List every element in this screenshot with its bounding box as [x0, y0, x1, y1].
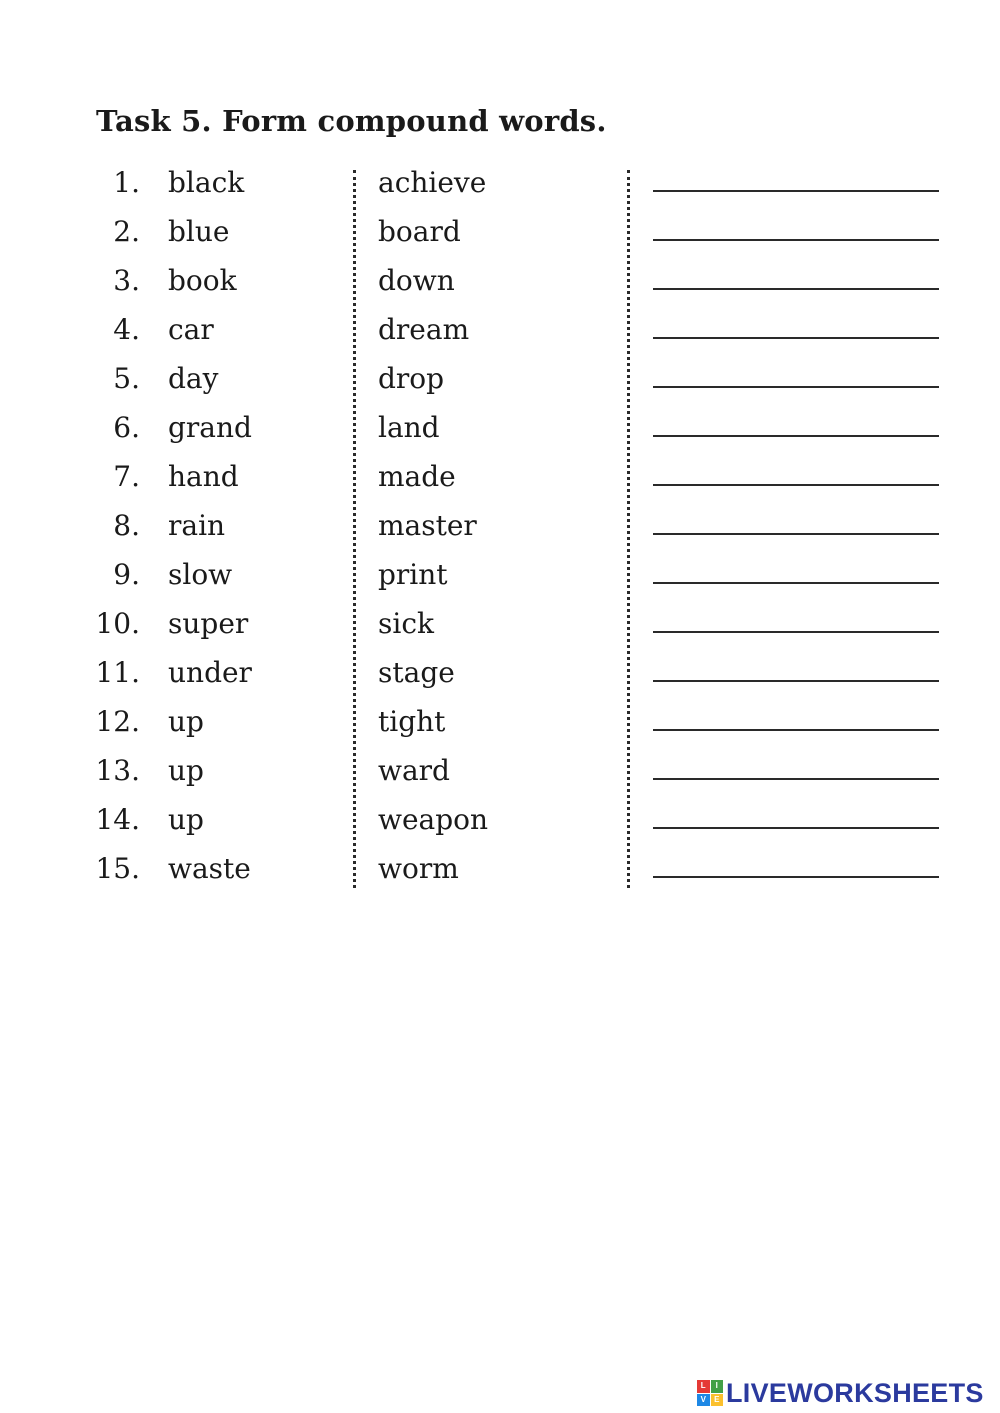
first-word: book: [168, 264, 237, 297]
answer-line[interactable]: [653, 729, 939, 731]
liveworksheets-branding[interactable]: [697, 1378, 984, 1408]
answer-line[interactable]: [653, 337, 939, 339]
list-item: [0, 307, 1000, 356]
answer-line[interactable]: [653, 680, 939, 682]
second-word: board: [378, 215, 461, 248]
answer-line[interactable]: [653, 582, 939, 584]
answer-line[interactable]: [653, 631, 939, 633]
second-word: master: [378, 509, 477, 542]
list-item: [0, 650, 1000, 699]
first-word: slow: [168, 558, 233, 591]
answer-line[interactable]: [653, 386, 939, 388]
answer-line[interactable]: [653, 190, 939, 192]
item-number: 14.: [95, 803, 140, 836]
list-item: [0, 699, 1000, 748]
item-number: 8.: [113, 509, 140, 542]
brand-text: LIVEWORKSHEETS: [726, 1377, 984, 1408]
list-item: [0, 748, 1000, 797]
second-word: drop: [378, 362, 445, 395]
first-word: up: [168, 803, 204, 836]
first-word: up: [168, 754, 204, 787]
page-title: Task 5. Form compound words.: [96, 104, 607, 138]
answer-line[interactable]: [653, 239, 939, 241]
logo-square: L: [697, 1380, 710, 1393]
first-word: super: [168, 607, 249, 640]
answer-line[interactable]: [653, 435, 939, 437]
list-item: [0, 601, 1000, 650]
list-item: [0, 405, 1000, 454]
second-word: ward: [378, 754, 450, 787]
item-number: 7.: [113, 460, 140, 493]
first-word: waste: [168, 852, 251, 885]
second-word: sick: [378, 607, 434, 640]
list-item: [0, 846, 1000, 895]
first-word: rain: [168, 509, 226, 542]
logo-square: I: [711, 1380, 724, 1393]
second-word: achieve: [378, 166, 487, 199]
second-word: weapon: [378, 803, 489, 836]
list-item: [0, 258, 1000, 307]
first-word: car: [168, 313, 214, 346]
second-word: land: [378, 411, 440, 444]
item-number: 9.: [113, 558, 140, 591]
second-word: worm: [378, 852, 459, 885]
item-number: 5.: [113, 362, 140, 395]
item-number: 11.: [95, 656, 140, 689]
first-word: day: [168, 362, 219, 395]
item-number: 10.: [95, 607, 140, 640]
logo-square: E: [711, 1394, 724, 1407]
first-word: grand: [168, 411, 252, 444]
answer-line[interactable]: [653, 827, 939, 829]
list-item: [0, 503, 1000, 552]
item-number: 1.: [113, 166, 140, 199]
liveworksheets-logo-icon: [697, 1380, 723, 1406]
first-word: blue: [168, 215, 230, 248]
second-word: dream: [378, 313, 470, 346]
first-word: up: [168, 705, 204, 738]
item-number: 6.: [113, 411, 140, 444]
second-word: stage: [378, 656, 455, 689]
second-word: down: [378, 264, 455, 297]
first-word: hand: [168, 460, 239, 493]
first-word: under: [168, 656, 252, 689]
item-number: 15.: [95, 852, 140, 885]
answer-line[interactable]: [653, 876, 939, 878]
logo-square: V: [697, 1394, 710, 1407]
list-item: [0, 356, 1000, 405]
answer-line[interactable]: [653, 533, 939, 535]
first-word: black: [168, 166, 245, 199]
list-item: [0, 454, 1000, 503]
list-item: [0, 797, 1000, 846]
item-number: 12.: [95, 705, 140, 738]
list-item: [0, 160, 1000, 209]
second-word: made: [378, 460, 456, 493]
answer-line[interactable]: [653, 288, 939, 290]
item-number: 3.: [113, 264, 140, 297]
answer-line[interactable]: [653, 778, 939, 780]
second-word: print: [378, 558, 448, 591]
second-word: tight: [378, 705, 446, 738]
item-number: 4.: [113, 313, 140, 346]
item-number: 13.: [95, 754, 140, 787]
list-item: [0, 552, 1000, 601]
word-list: [0, 160, 1000, 895]
item-number: 2.: [113, 215, 140, 248]
answer-line[interactable]: [653, 484, 939, 486]
list-item: [0, 209, 1000, 258]
